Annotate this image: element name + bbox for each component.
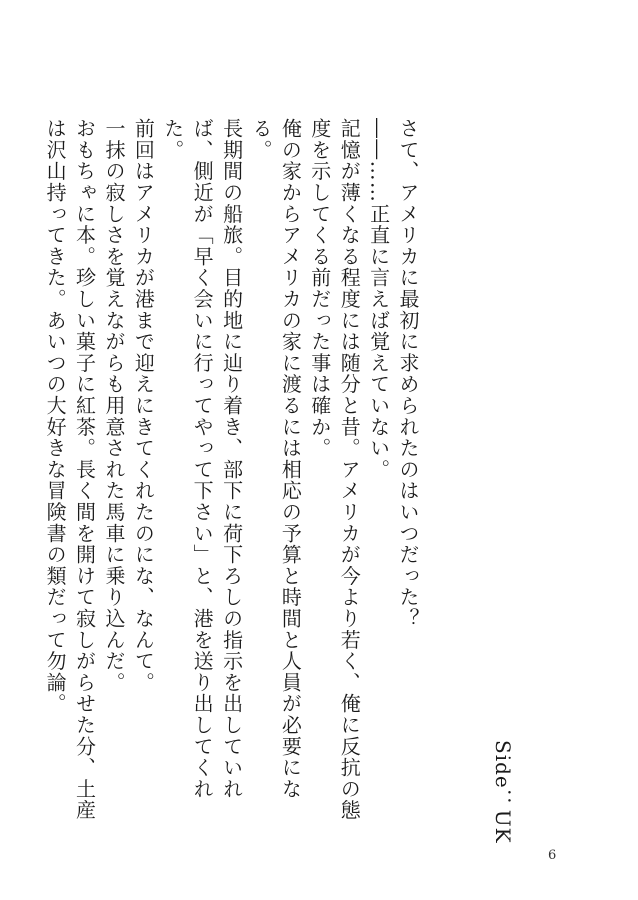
paragraph: 前回はアメリカが港まで迎えにきてくれたのにな、なんて。 <box>131 118 156 694</box>
paragraph: 俺の家からアメリカの家に渡るには相応の予算と時間と人員が必要になる。 <box>248 118 303 800</box>
paragraph: さて、アメリカに最初に求められたのはいつだった？ <box>396 118 420 630</box>
side-label: Side：UK <box>491 740 515 844</box>
page-number: 6 <box>548 848 557 863</box>
paragraph: 一抹の寂しさを覚えながらも用意された馬車に乗り込んだ。 <box>101 118 126 694</box>
paragraph: ――……正直に言えば覚えていない。 <box>366 118 391 481</box>
body-text <box>43 118 422 838</box>
paragraph: おもちゃに本。珍しい菓子に紅茶。長く間を開けて寂しがらせた分、土産は沢山持ってきた。あいつの大好きな冒険書の類だって勿論。 <box>43 118 97 821</box>
paragraph: 記憶が薄くなる程度には随分と昔。アメリカが今より若く、俺に反抗の態度を示してくる前だった事は確か。 <box>307 118 362 821</box>
paragraph: 長期間の船旅。目的地に辿り着き、部下に荷下ろしの指示を出していれば、側近が「早く会いに行ってやって下さい」と、港を送り出してくれた。 <box>160 118 244 800</box>
